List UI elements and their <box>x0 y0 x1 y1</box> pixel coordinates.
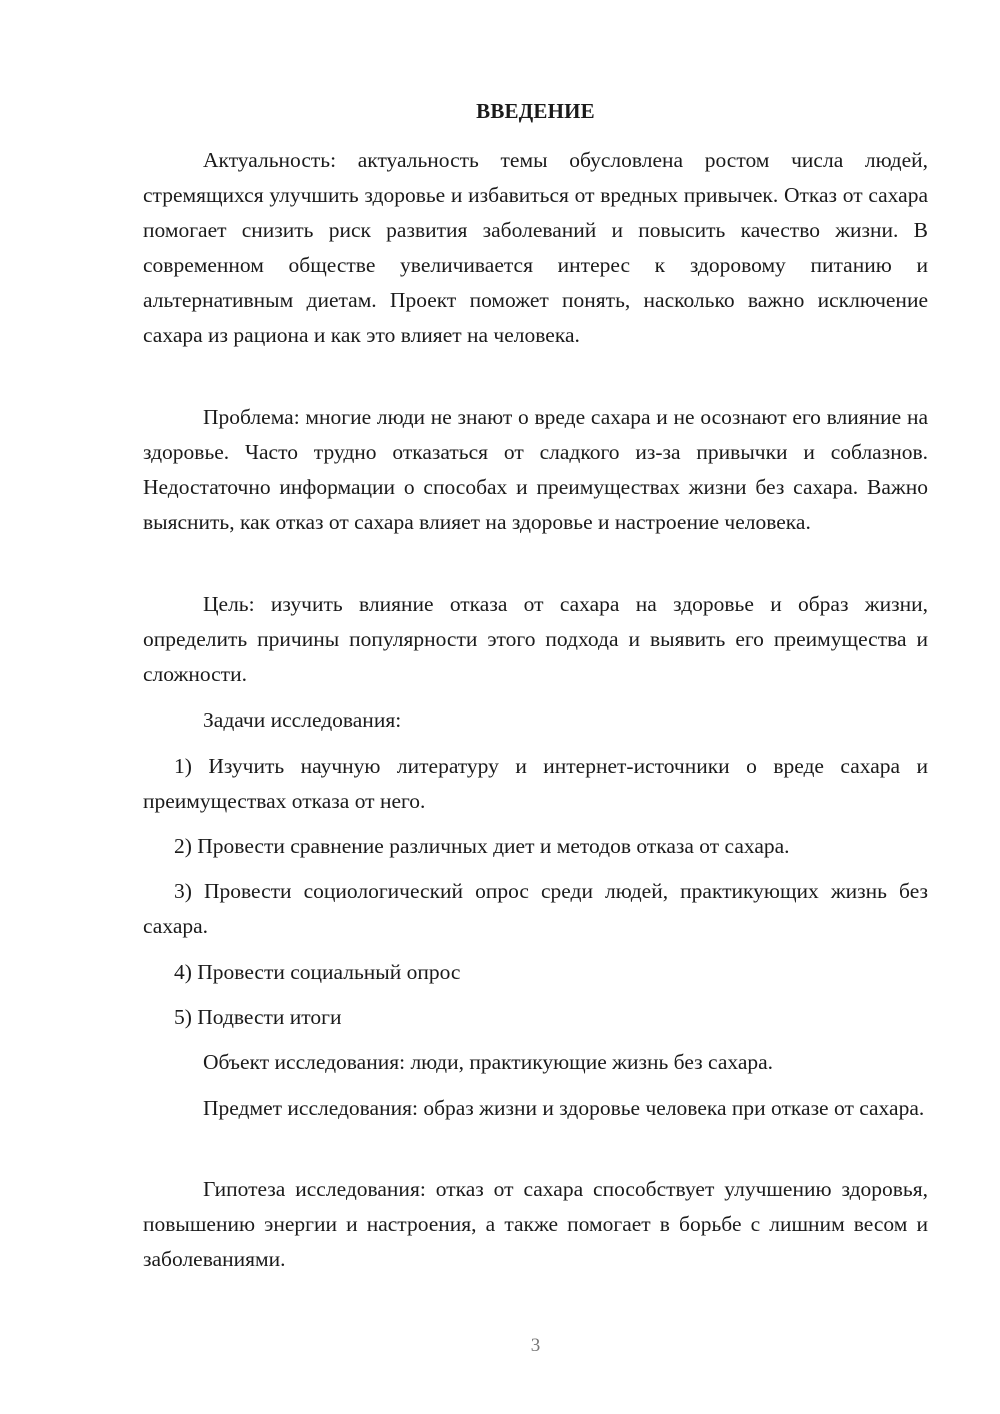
task-item-5: 5) Подвести итоги <box>174 1005 342 1029</box>
tasks-heading: Задачи исследования: <box>203 708 402 732</box>
task-item-3: 3) Провести социологический опрос среди людей, практикующих жизнь без сахара. <box>143 879 928 938</box>
task-item-4: 4) Провести социальный опрос <box>174 960 461 984</box>
paragraph-subject: Предмет исследования: образ жизни и здоровье человека при отказе от сахара. <box>203 1096 925 1120</box>
paragraph-relevance: Актуальность: актуальность темы обусловлена ростом числа людей, стремящихся улучшить здоровье и избавиться от вредных привычек. Отказ от сахара помогает снизить риск развития заболеваний и повысить качество жизни. В современном обществе увеличивается интерес к здоровому питанию и альтернативным диетам. Проект поможет понять, насколько важно исключение сахара из рациона и как это влияет на человека. <box>143 148 928 347</box>
page-number: 3 <box>530 1335 541 1356</box>
paragraph-problem: Проблема: многие люди не знают о вреде сахара и не осознают его влияние на здоровье. Часто трудно отказаться от сладкого из-за привычки и соблазнов. Недостаточно информации о способах и преимуществах жизни без сахара. Важно выяснить, как отказ от сахара влияет на здоровье и настроение человека. <box>143 405 928 534</box>
document-page <box>143 0 928 1414</box>
page-title: ВВЕДЕНИЕ <box>476 99 595 123</box>
task-item-2: 2) Провести сравнение различных диет и методов отказа от сахара. <box>174 834 790 858</box>
paragraph-object: Объект исследования: люди, практикующие жизнь без сахара. <box>203 1050 774 1074</box>
paragraph-goal: Цель: изучить влияние отказа от сахара на здоровье и образ жизни, определить причины популярности этого подхода и выявить его преимущества и сложности. <box>143 592 928 686</box>
paragraph-hypothesis: Гипотеза исследования: отказ от сахара способствует улучшению здоровья, повышению энергии и настроения, а также помогает в борьбе с лишним весом и заболеваниями. <box>143 1177 928 1271</box>
task-item-1: 1) Изучить научную литературу и интернет-источники о вреде сахара и преимуществах отказа от него. <box>143 754 928 813</box>
